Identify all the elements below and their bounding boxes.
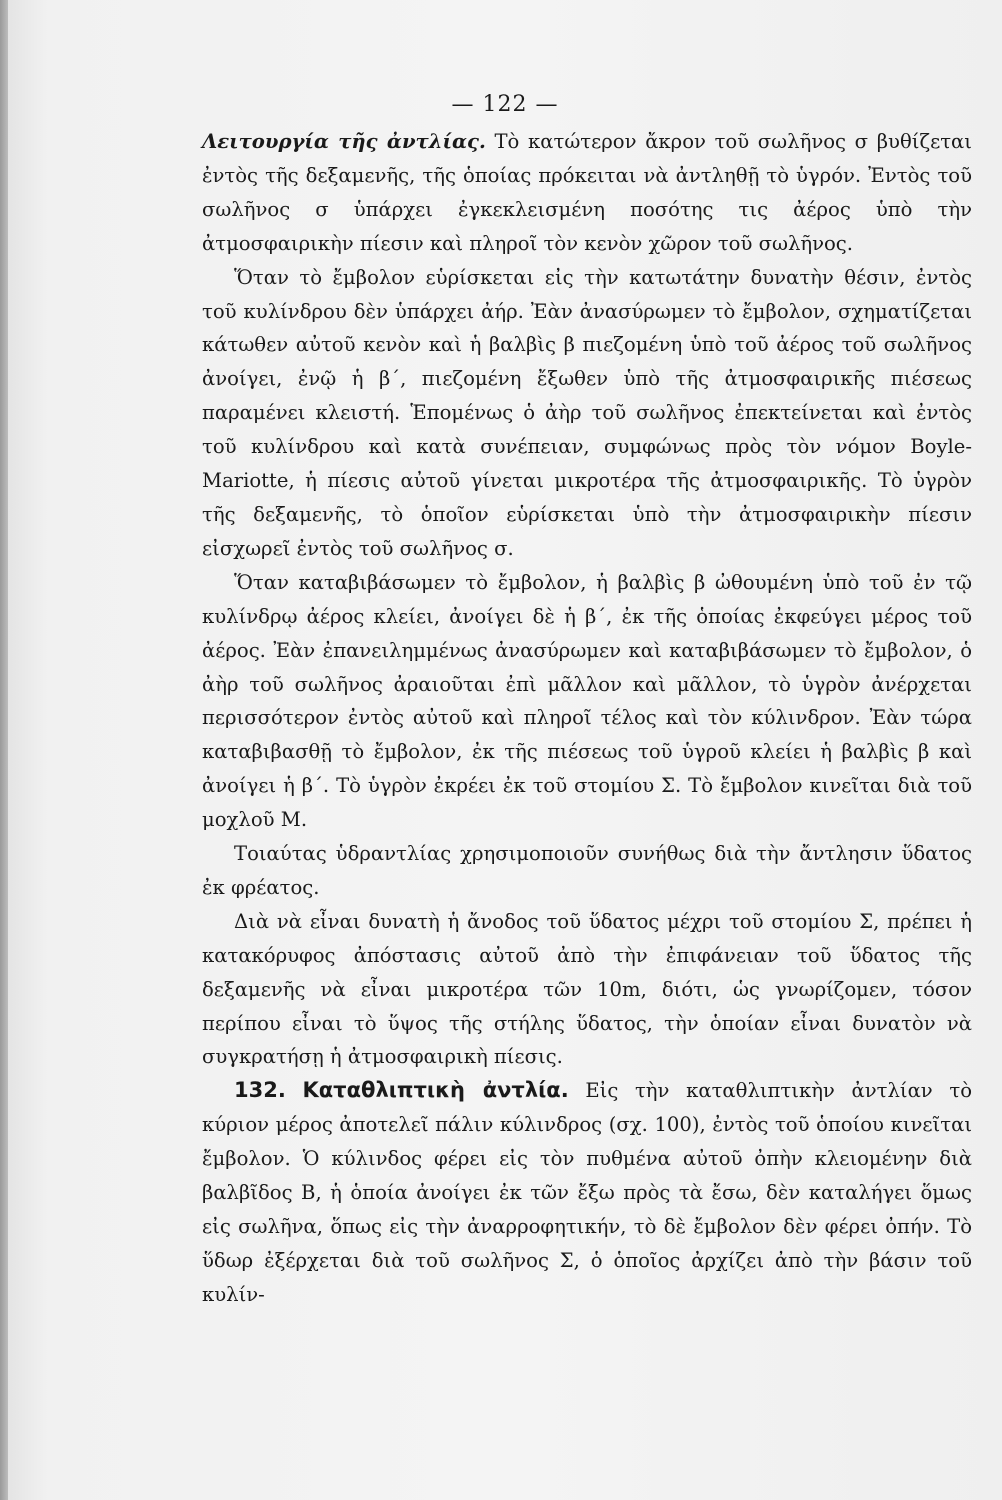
paragraph-well-usage: Τοιαύτας ὑδραντλίας χρησιμοποιοῦν συνήθως διὰ τὴν ἄντλησιν ὕδατος ἐκ φρέατος. <box>202 842 972 899</box>
book-gutter <box>0 0 8 1500</box>
paragraph-text: Τὸ κατώτερον ἄκρον τοῦ σωλῆνος σ βυθίζεται ἐντὸς τῆς δεξαμενῆς, τῆς ὁποίας πρόκειται νὰ ἀντληθῇ τὸ ὑγρόν. Ἐντὸς τοῦ σωλῆνος σ ὑπάρχει ἐγκεκλεισμένη ποσότης τις ἀέρος ὑπὸ τὴν ἀτμοσφαιρικὴν πίεσιν καὶ πληροῖ τὸν κενὸν χῶρον τοῦ σωλῆνος. <box>202 130 972 255</box>
paragraph-piston-lowering: Ὅταν καταβιβάσωμεν τὸ ἔμβολον, ἡ βαλβὶς β ὠθουμένη ὑπὸ τοῦ ἐν τῷ κυλίνδρῳ ἀέρος κλείει, ἀνοίγει δὲ ἡ β΄, ἐκ τῆς ὁποίας ἐκφεύγει μέρος τοῦ ἀέρος. Ἐὰν ἐπανειλημμένως ἀνασύρωμεν καὶ καταβιβάσωμεν τὸ ἔμβολον, ὁ ἀὴρ τοῦ σωλῆνος ἀραιοῦται ἐπὶ μᾶλλον καὶ μᾶλλον, τὸ ὑγρὸν ἀνέρχεται περισσότερον ἐντὸς αὐτοῦ καὶ πληροῖ τέλος καὶ τὸν κύλινδρον. Ἐὰν τώρα καταβιβασθῇ τὸ ἔμβολον, ἐκ τῆς πιέσεως τοῦ ὑγροῦ κλείει ἡ βαλβὶς β καὶ ἀνοίγει ἡ β΄. Τὸ ὑγρὸν ἐκρέει ἐκ τοῦ στομίου Σ. Τὸ ἔμβολον κινεῖται διὰ τοῦ μοχλοῦ Μ. <box>202 570 972 832</box>
paragraph-piston-lowest: Ὅταν τὸ ἔμβολον εὑρίσκεται εἰς τὴν κατωτάτην δυνατὴν θέσιν, ἐντὸς τοῦ κυλίνδρου δὲν ὑπάρχει ἀήρ. Ἐὰν ἀνασύρωμεν τὸ ἔμβολον, σχηματίζεται κάτωθεν αὐτοῦ κενὸν καὶ ἡ βαλβὶς β πιεζομένη ὑπὸ τοῦ ἀέρος τοῦ σωλῆνος ἀνοίγει, ἐνῷ ἡ β΄, πιεζομένη ἔξωθεν ὑπὸ τῆς ἀτμοσφαιρικῆς πιέσεως παραμένει κλειστή. Ἑπομένως ὁ ἀὴρ τοῦ σωλῆνος ἐπεκτείνεται καὶ ἐντὸς τοῦ κυλίνδρου καὶ κατὰ συνέπειαν, συμφώνως πρὸς τὸν νόμον Boyle-Mariotte, ἡ πίεσις αὐτοῦ γίνεται μικροτέρα τῆς ἀτμοσφαιρικῆς. Τὸ ὑγρὸν τῆς δεξαμενῆς, τὸ ὁποῖον εὑρίσκεται ὑπὸ τὴν ἀτμοσφαιρικὴν πίεσιν εἰσχωρεῖ ἐντὸς τοῦ σωλῆνος σ. <box>202 265 972 560</box>
paragraph-pump-operation <box>202 125 972 261</box>
paragraph-heading: Λειτουργία τῆς ἀντλίας. <box>202 130 486 153</box>
book-page <box>8 0 1002 1500</box>
paragraph-height-limit: Διὰ νὰ εἶναι δυνατὴ ἡ ἄνοδος τοῦ ὕδατος μέχρι τοῦ στομίου Σ, πρέπει ἡ κατακόρυφος ἀπόστασις αὐτοῦ ἀπὸ τὴν ἐπιφάνειαν τοῦ ὕδατος τῆς δεξαμενῆς νὰ εἶναι μικροτέρα τῶν 10m, διότι, ὡς γνωρίζομεν, τόσον περίπου εἶναι τὸ ὕψος τῆς στήλης ὕδατος, τὴν ὁποίαν εἶναι δυνατὸν νὰ συγκρατήσῃ ἡ ἀτμοσφαιρικὴ πίεσις. <box>202 909 972 1069</box>
paragraph-text: Εἰς τὴν καταθλιπτικὴν ἀντλίαν τὸ κύριον μέρος ἀποτελεῖ πάλιν κύλινδρος (σχ. 100), ἐντὸς τοῦ ὁποίου κινεῖται ἔμβολον. Ὁ κύλινδος φέρει εἰς τὸν πυθμένα αὐτοῦ ὀπὴν κλειομένην διὰ βαλβῖδος Β, ἡ ὁποία ἀνοίγει ἐκ τῶν ἔξω πρὸς τὰ ἔσω, δὲν καταλήγει ὅμως εἰς σωλῆνα, ὅπως εἰς τὴν ἀναρροφητικήν, τὸ δὲ ἔμβολον δὲν φέρει ὀπήν. Τὸ ὕδωρ ἐξέρχεται διὰ τοῦ σωλῆνος Σ, ὁ ὁποῖος ἀρχίζει ἀπὸ τὴν βάσιν τοῦ κυλίν- <box>202 1079 972 1306</box>
paragraph-force-pump <box>202 1074 972 1311</box>
section-number: 132. <box>234 1078 286 1103</box>
page-body <box>202 125 972 1312</box>
section-title: Καταθλιπτικὴ ἀντλία. <box>302 1078 569 1103</box>
page-number: — 122 — <box>451 92 559 117</box>
